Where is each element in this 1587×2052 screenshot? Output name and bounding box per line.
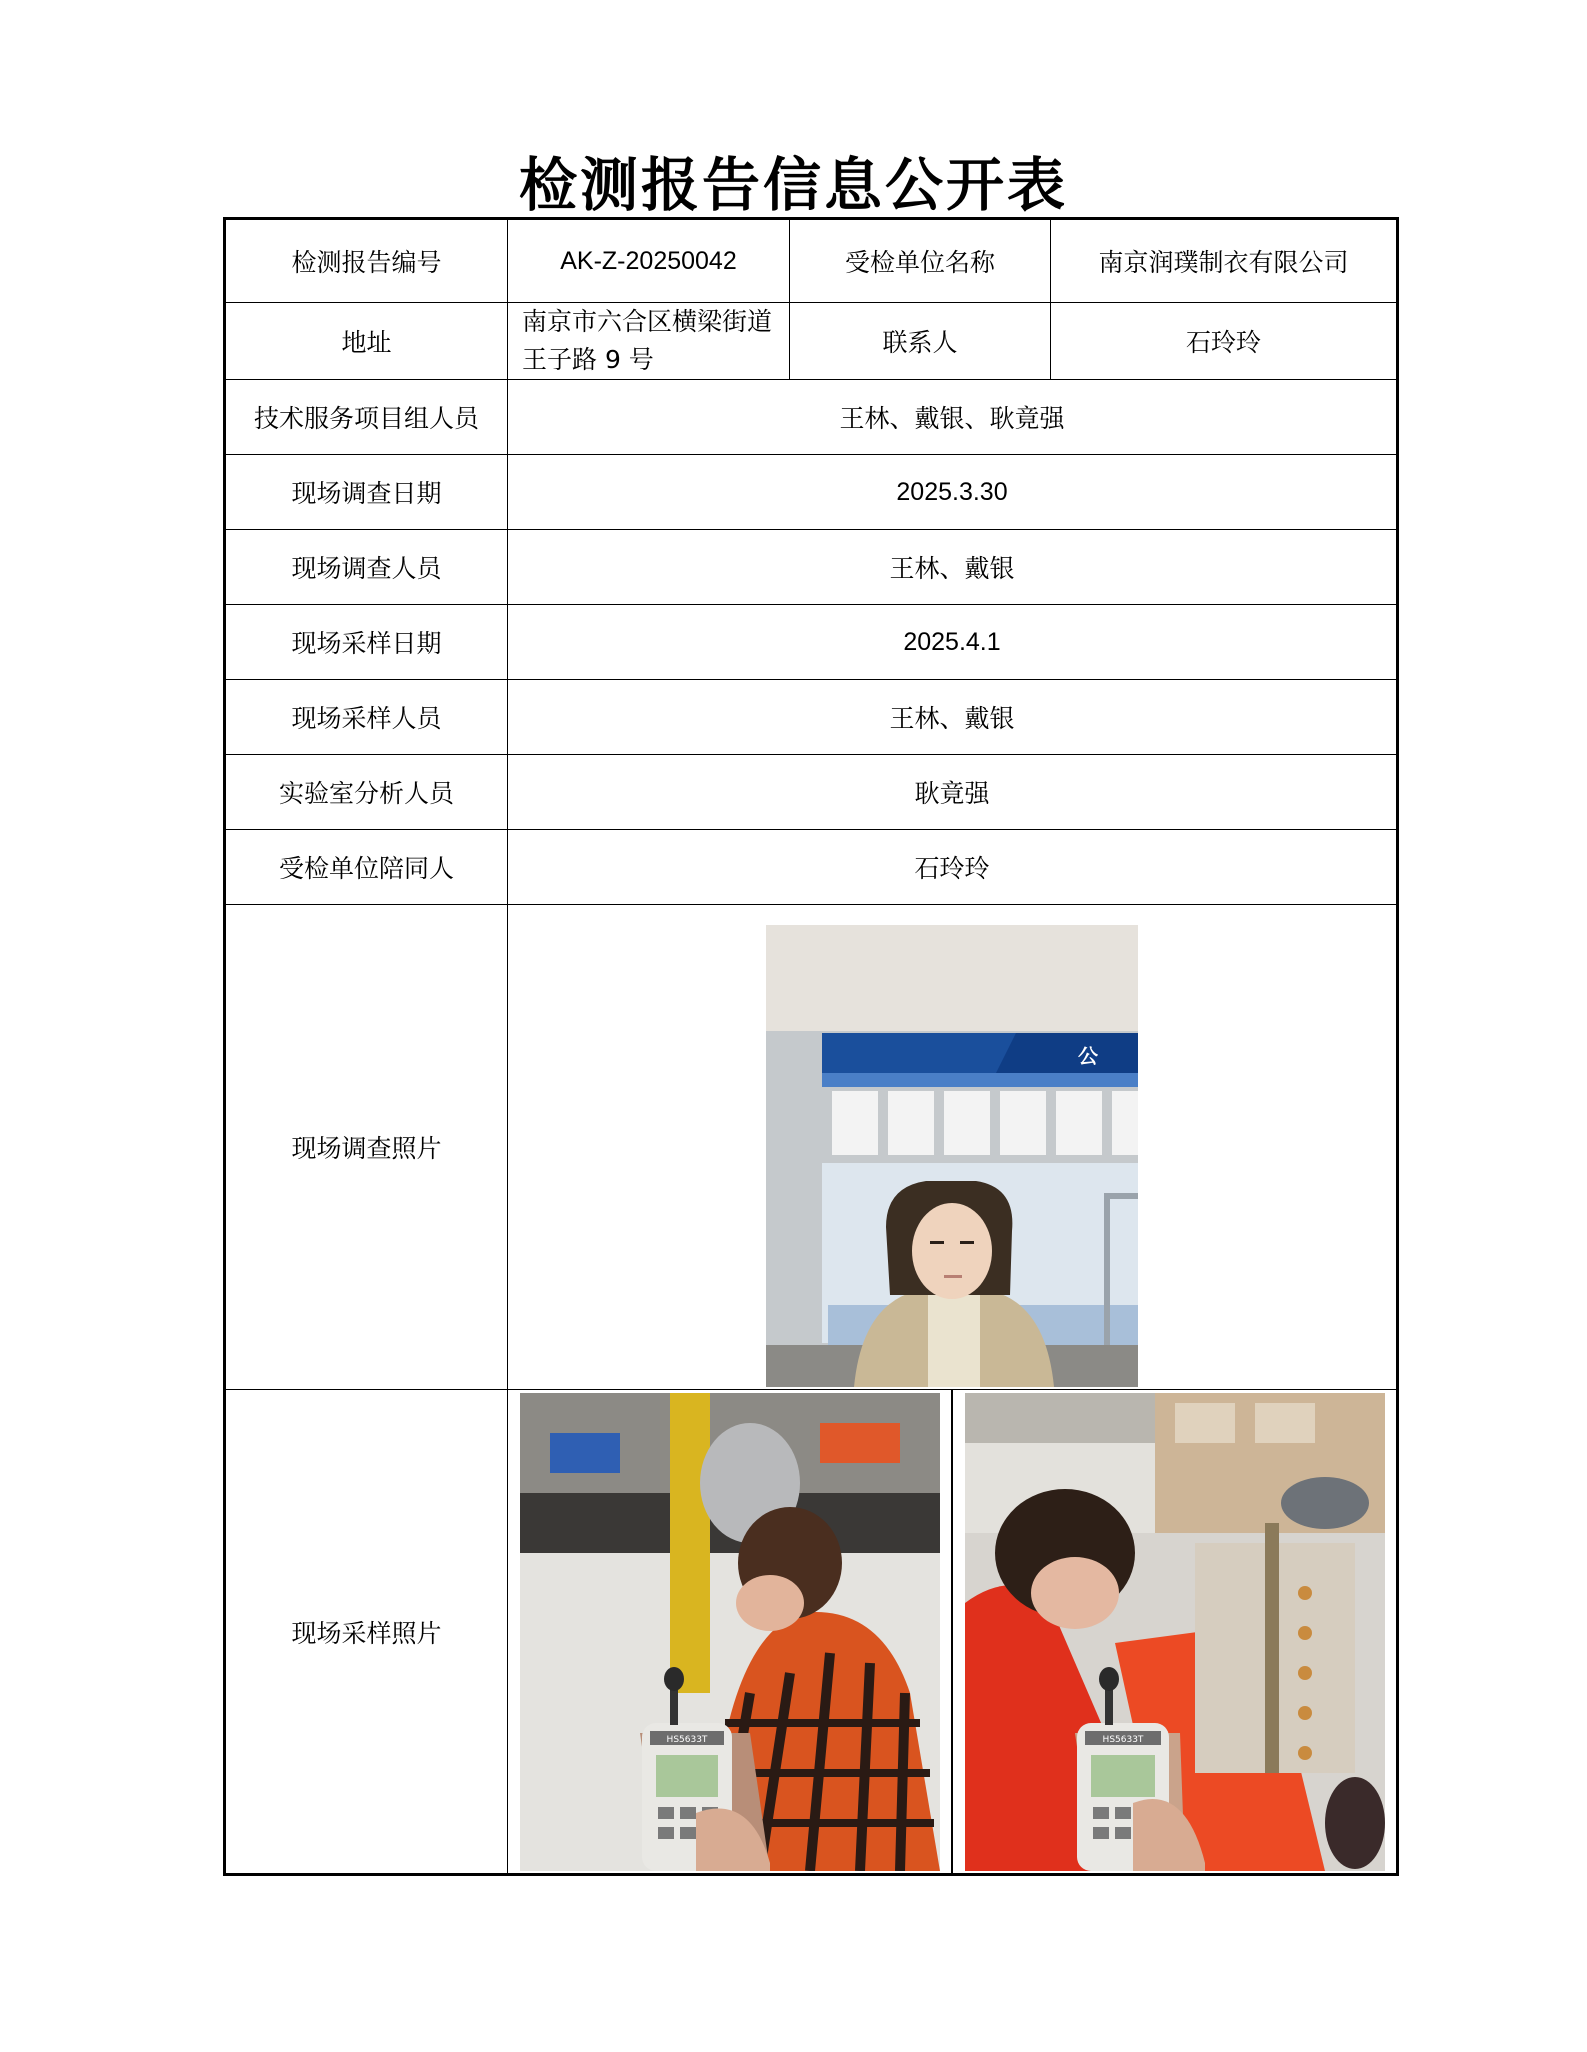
- table-row: [225, 680, 1398, 755]
- contact-label: 联系人: [790, 303, 1051, 380]
- table-row: [225, 1390, 1398, 1875]
- table-row: [225, 219, 1398, 303]
- team-value: 王林、戴银、耿竟强: [508, 380, 1398, 455]
- sampling-photo-label: 现场采样照片: [225, 1390, 508, 1875]
- report-info-table: [223, 217, 1399, 1876]
- table-row: [225, 455, 1398, 530]
- escort-value: 石玲玲: [508, 830, 1398, 905]
- survey-staff-value: 王林、戴银: [508, 530, 1398, 605]
- lab-staff-label: 实验室分析人员: [225, 755, 508, 830]
- meter-brand-left: HS5633T: [666, 1734, 707, 1745]
- survey-photo: [766, 925, 1138, 1387]
- table-row: [225, 380, 1398, 455]
- sampling-date-value: 2025.4.1: [508, 605, 1398, 680]
- report-no-value: AK-Z-20250042: [508, 219, 790, 303]
- sampling-photo-left: [520, 1393, 940, 1871]
- meter-brand-right: HS5633T: [1102, 1734, 1143, 1745]
- survey-date-value: 2025.3.30: [508, 455, 1398, 530]
- survey-photo-cell: [508, 905, 1398, 1390]
- sampling-staff-value: 王林、戴银: [508, 680, 1398, 755]
- address-label: 地址: [225, 303, 508, 380]
- survey-date-label: 现场调查日期: [225, 455, 508, 530]
- report-no-label: 检测报告编号: [225, 219, 508, 303]
- survey-staff-label: 现场调查人员: [225, 530, 508, 605]
- lab-staff-value: 耿竟强: [508, 755, 1398, 830]
- notice-board-text: 公: [1078, 1044, 1098, 1068]
- table-row: [225, 755, 1398, 830]
- page-title: 检测报告信息公开表: [518, 151, 1068, 219]
- escort-label: 受检单位陪同人: [225, 830, 508, 905]
- unit-name-label: 受检单位名称: [790, 219, 1051, 303]
- table-row: [225, 303, 1398, 380]
- table-row: [225, 605, 1398, 680]
- address-value: 南京市六合区横梁街道王子路 9 号: [508, 303, 790, 380]
- sampling-photo-cell: [508, 1390, 1398, 1875]
- team-label: 技术服务项目组人员: [225, 380, 508, 455]
- table-row: [225, 830, 1398, 905]
- table-row: [225, 530, 1398, 605]
- table-row: [225, 905, 1398, 1390]
- survey-photo-label: 现场调查照片: [225, 905, 508, 1390]
- sampling-date-label: 现场采样日期: [225, 605, 508, 680]
- contact-value: 石玲玲: [1051, 303, 1398, 380]
- unit-name-value: 南京润璞制衣有限公司: [1051, 219, 1398, 303]
- sampling-staff-label: 现场采样人员: [225, 680, 508, 755]
- sampling-photo-right: [965, 1393, 1385, 1871]
